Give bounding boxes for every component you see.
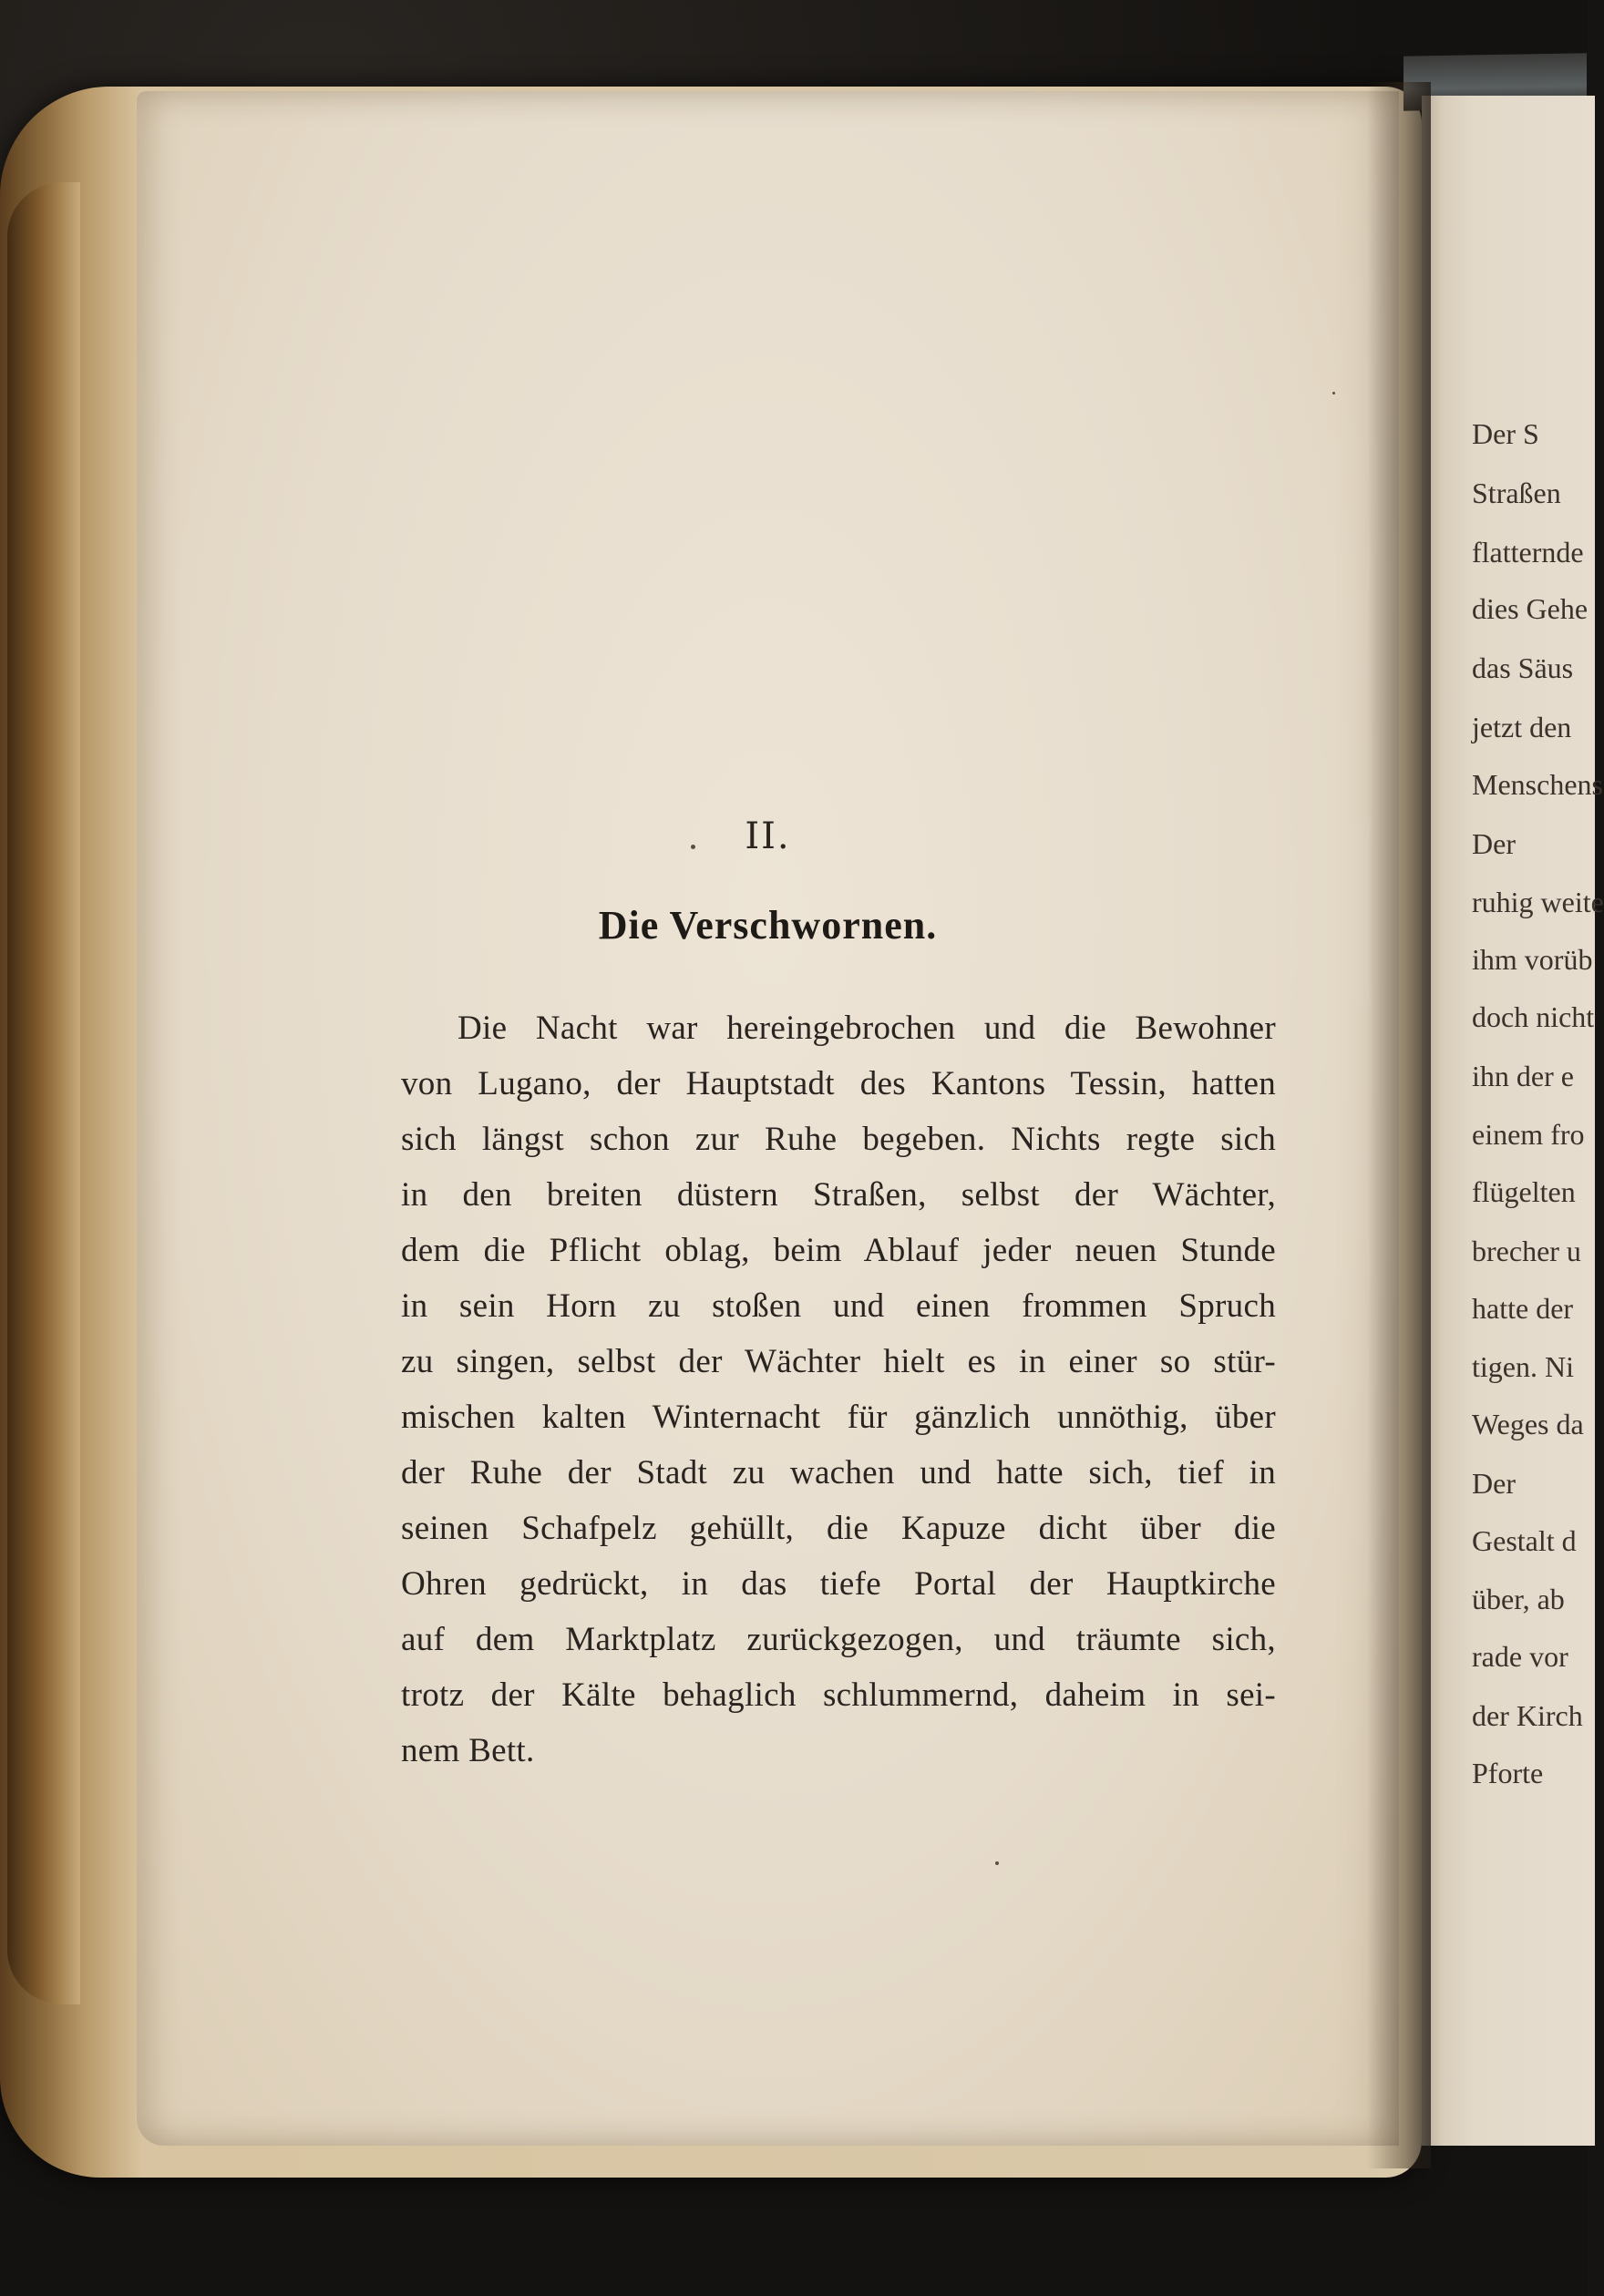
paragraph-line: von Lugano, der Hauptstadt des Kantons Tessin, hatten bbox=[401, 1065, 1276, 1102]
paragraph-line: seinen Schafpelz gehüllt, die Kapuze dicht über die bbox=[401, 1510, 1276, 1547]
right-page-line: Straßen bbox=[1472, 477, 1561, 509]
paragraph-line: mischen kalten Winternacht für gänzlich unnöthig, über bbox=[401, 1399, 1276, 1436]
paper-speck bbox=[995, 1861, 999, 1865]
right-page-line: flatternde bbox=[1472, 536, 1584, 569]
paragraph-line: auf dem Marktplatz zurückgezogen, und träumte sich, bbox=[401, 1621, 1276, 1658]
chapter-number: II. bbox=[745, 815, 791, 857]
right-page-line: flügelten bbox=[1472, 1175, 1576, 1208]
right-page-line: Der S bbox=[1472, 417, 1539, 450]
right-page-line: ihm vorüb bbox=[1472, 943, 1593, 976]
paragraph-line: zu singen, selbst der Wächter hielt es in einer so stür- bbox=[401, 1343, 1276, 1380]
chapter-paragraph bbox=[401, 1000, 1276, 1778]
right-page-line: einem fro bbox=[1472, 1118, 1585, 1151]
right-page-line: rade vor bbox=[1472, 1640, 1568, 1673]
right-page-line: über, ab bbox=[1472, 1583, 1565, 1615]
book-spine-edge bbox=[7, 182, 80, 2004]
paragraph-line: in den breiten düstern Straßen, selbst der Wächter, bbox=[401, 1176, 1276, 1214]
paragraph-line: dem die Pflicht oblag, beim Ablauf jeder neuen Stunde bbox=[401, 1232, 1276, 1269]
paragraph-line: sich längst schon zur Ruhe begeben. Nichts regte sich bbox=[401, 1121, 1276, 1158]
right-page-line: tigen. Ni bbox=[1472, 1350, 1574, 1383]
paragraph-line: der Ruhe der Stadt zu wachen und hatte sich, tief in bbox=[401, 1454, 1276, 1491]
paragraph-line: Die Nacht war hereingebrochen und die Bewohner bbox=[458, 1010, 1276, 1047]
paragraph-line: trotz der Kälte behaglich schlummernd, daheim in sei- bbox=[401, 1676, 1276, 1714]
right-page-line: das Säus bbox=[1472, 651, 1574, 684]
paragraph-line: nem Bett. bbox=[401, 1732, 535, 1769]
right-page-line: brecher u bbox=[1472, 1235, 1581, 1267]
right-page-line: hatte der bbox=[1472, 1292, 1574, 1325]
right-page-line: der Kirch bbox=[1472, 1699, 1583, 1732]
chapter-title: Die Verschwornen. bbox=[598, 903, 938, 948]
right-page-line: Pforte bbox=[1472, 1757, 1544, 1789]
right-page-line: dies Gehe bbox=[1472, 592, 1589, 625]
right-page-line: doch nicht bbox=[1472, 1000, 1595, 1033]
right-page-line: Der bbox=[1472, 1467, 1516, 1500]
right-page-line: ihn der e bbox=[1472, 1060, 1574, 1092]
paragraph-line: in sein Horn zu stoßen und einen frommen Spruch bbox=[401, 1287, 1276, 1325]
right-page-line: Menschens bbox=[1472, 768, 1603, 801]
page-gutter bbox=[1367, 82, 1431, 2168]
paragraph-line: Ohren gedrückt, in das tiefe Portal der Hauptkirche bbox=[401, 1565, 1276, 1603]
right-page-line: Gestalt d bbox=[1472, 1524, 1577, 1557]
right-page-line: ruhig weite bbox=[1472, 886, 1604, 918]
right-page-line: jetzt den bbox=[1472, 711, 1572, 743]
right-page-line: Weges da bbox=[1472, 1408, 1584, 1440]
paper-speck bbox=[1332, 392, 1335, 395]
paper-speck bbox=[691, 845, 695, 849]
right-page-line: Der bbox=[1472, 827, 1516, 860]
